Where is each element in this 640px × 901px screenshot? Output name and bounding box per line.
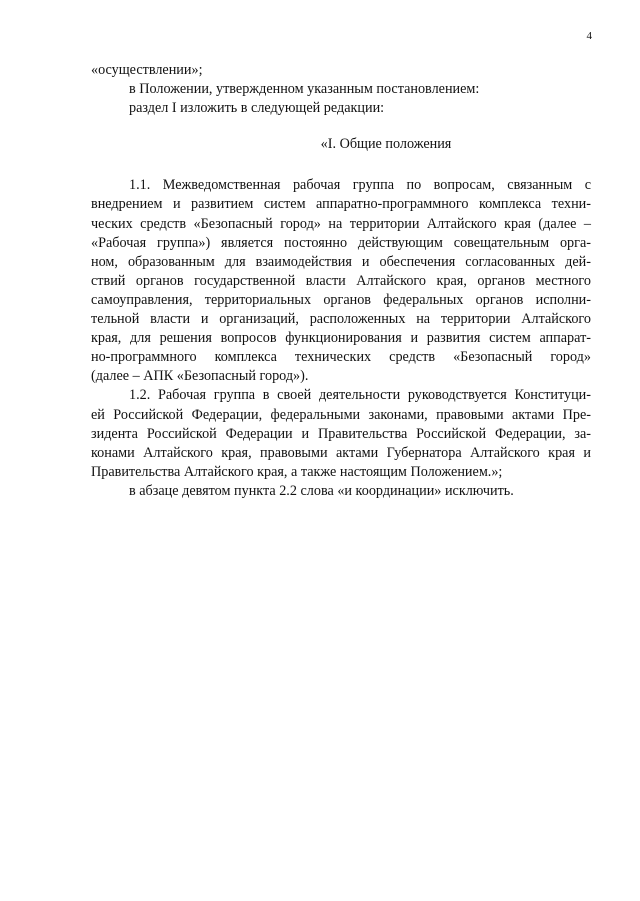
- paragraph-2-line: конами Алтайского края, правовыми актами Губернатора Алтайского края и: [91, 444, 591, 461]
- section-heading: «I. Общие положения: [320, 136, 452, 153]
- paragraph-1-line: 1.1. Межведомственная рабочая группа по вопросам, связанным с: [129, 177, 591, 194]
- paragraph-2-line: зидента Российской Федерации и Правительства Российской Федерации, за-: [91, 425, 591, 442]
- page-number: 4: [586, 30, 592, 42]
- paragraph-1-line: ческих средств «Безопасный город» на территории Алтайского края (далее –: [91, 215, 591, 232]
- closing-line: в абзаце девятом пункта 2.2 слова «и координации» исключить.: [129, 482, 514, 499]
- paragraph-1: [91, 176, 591, 386]
- paragraph-1-line: внедрением и развитием систем аппаратно-программного комплекса техни-: [91, 196, 591, 213]
- paragraph-1-line: ствий органов государственной власти Алтайского края, органов местного: [91, 272, 591, 289]
- intro-line-3: раздел I изложить в следующей редакции:: [129, 100, 385, 117]
- paragraph-1-line: края, для решения вопросов функционирования и развития систем аппарат-: [91, 330, 591, 347]
- paragraph-1-line: (далее – АПК «Безопасный город»).: [91, 368, 309, 385]
- paragraph-2-line: 1.2. Рабочая группа в своей деятельности руководствуется Конституци-: [129, 387, 591, 404]
- paragraph-1-line: тельной власти и организаций, расположенных на территории Алтайского: [91, 311, 591, 328]
- intro-line-1: «осуществлении»;: [91, 62, 203, 78]
- intro-line-2: в Положении, утвержденном указанным постановлением:: [129, 81, 480, 98]
- paragraph-2-line: Правительства Алтайского края, а также настоящим Положением.»;: [91, 463, 503, 480]
- paragraph-1-line: самоуправления, территориальных органов федеральных органов исполни-: [91, 291, 591, 308]
- paragraph-2: [91, 386, 591, 481]
- paragraph-2-line: ей Российской Федерации, федеральными законами, правовыми актами Пре-: [91, 406, 591, 423]
- paragraph-1-line: но-программного комплекса технических средств «Безопасный город»: [91, 349, 591, 366]
- document-body: [91, 61, 591, 501]
- paragraph-1-line: «Рабочая группа») является постоянно действующим совещательным орга-: [91, 234, 591, 251]
- paragraph-1-line: ном, образованным для взаимодействия и обеспечения согласованных дей-: [91, 253, 591, 270]
